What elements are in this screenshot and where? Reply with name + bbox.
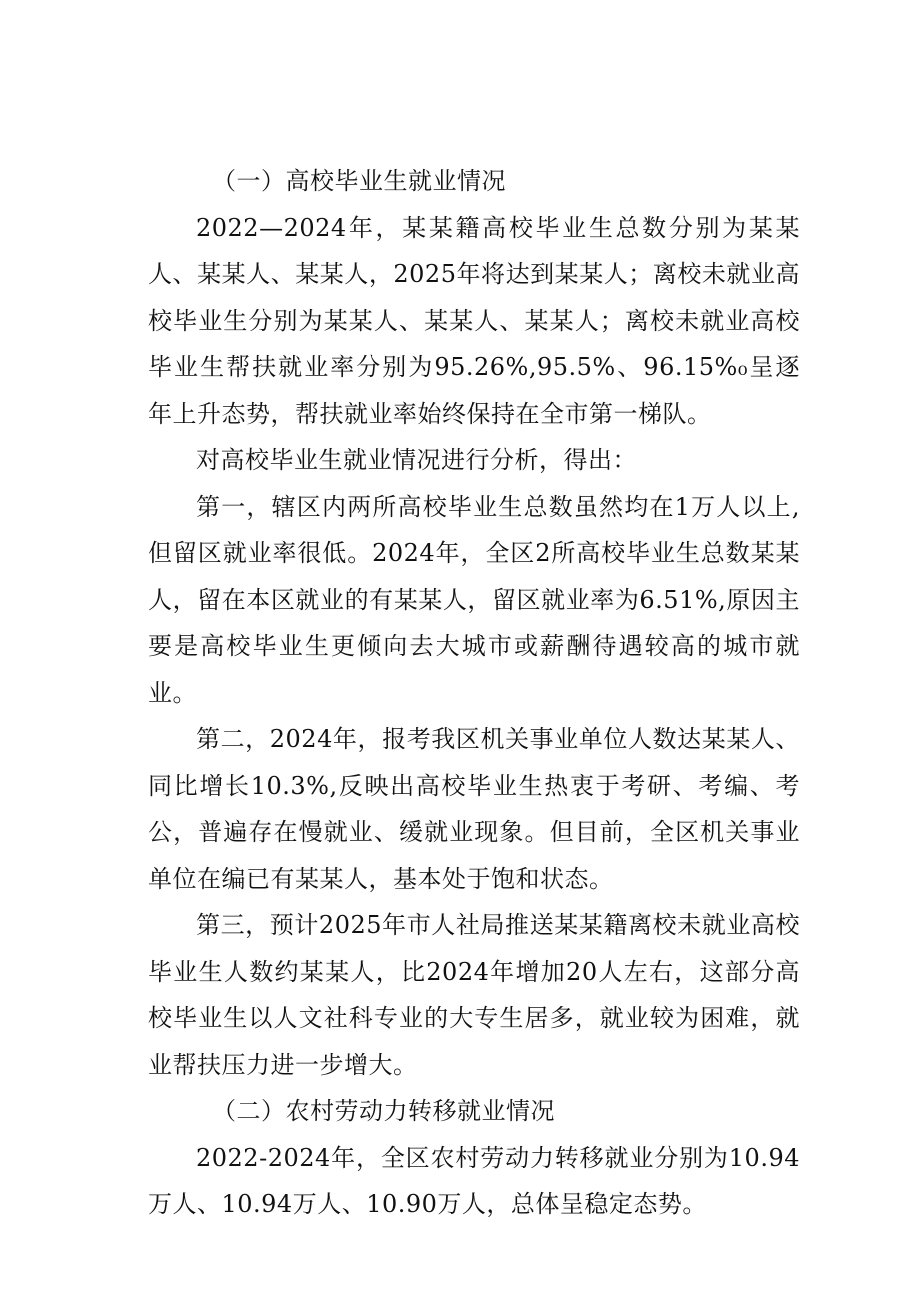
document-body [148, 158, 800, 1228]
paragraph-first-point: 第一，辖区内两所高校毕业生总数虽然均在1万人以上,但留区就业率很低。2024年，全区2所高校毕业生总数某某人，留在本区就业的有某某人，留区就业率为6.51%,原因主要是高校毕业生更倾向去大城市或薪酬待遇较高的城市就业。 [148, 492, 800, 707]
section-heading-graduates: （一）高校毕业生就业情况 [212, 167, 506, 195]
paragraph-second-point: 第二，2024年，报考我区机关事业单位人数达某某人、同比增长10.3%,反映出高校毕业生热衷于考研、考编、考公，普遍存在慢就业、缓就业现象。但目前，全区机关事业单位在编已有某某人，基本处于饱和状态。 [148, 725, 800, 893]
paragraph-rural-labor-statistics: 2022-2024年，全区农村劳动力转移就业分别为10.94万人、10.94万人、10.90万人，总体呈稳定态势。 [148, 1143, 800, 1218]
section-heading-rural-labor: （二）农村劳动力转移就业情况 [212, 1097, 555, 1125]
paragraph-third-point: 第三，预计2025年市人社局推送某某籍离校未就业高校毕业生人数约某某人，比2024年增加20人左右，这部分高校毕业生以人文社科专业的大专生居多，就业较为困难，就业帮扶压力进一步增大。 [148, 911, 800, 1079]
paragraph-graduate-statistics: 2022—2024年，某某籍高校毕业生总数分别为某某人、某某人、某某人，2025年将达到某某人；离校未就业高校毕业生分别为某某人、某某人、某某人；离校未就业高校毕业生帮扶就业率分别为95.26%,95.5%、96.15%₀呈逐年上升态势，帮扶就业率始终保持在全市第一梯队。 [148, 213, 800, 428]
paragraph-analysis-intro: 对高校毕业生就业情况进行分析，得出： [196, 446, 637, 474]
